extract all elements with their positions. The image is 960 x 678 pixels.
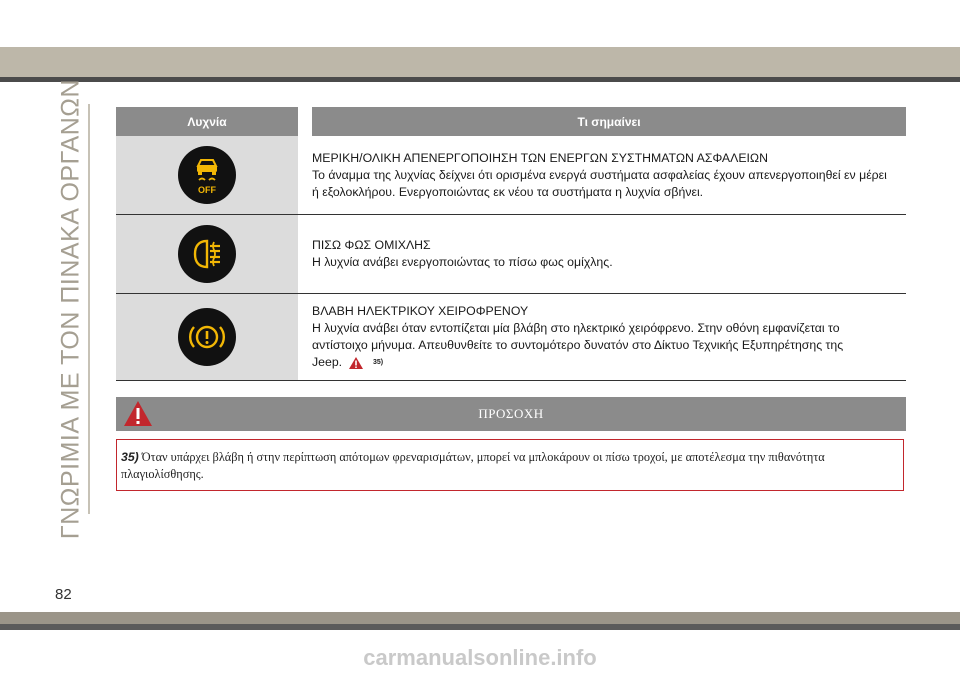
electric-parking-brake-fault-icon [178,308,236,366]
row-title: ΜΕΡΙΚΗ/ΟΛΙΚΗ ΑΠΕΝΕΡΓΟΠΟΙΗΣΗ ΤΩΝ ΕΝΕΡΓΩΝ ΣΥΣΤΗΜΑΤΩΝ ΑΣΦΑΛΕΙΩΝ [312,150,769,165]
bottom-band-line [0,624,960,630]
caution-number: 35) [121,450,139,464]
row-title: ΠΙΣΩ ΦΩΣ ΟΜΙΧΛΗΣ [312,238,431,252]
icon-off-label: OFF [198,185,216,195]
row-description [312,215,906,293]
table-row [116,294,906,381]
warning-lamp-table [116,107,906,381]
table-header [116,107,906,136]
caution-title: ΠΡΟΣΟΧΗ [478,406,544,421]
bottom-band [0,612,960,624]
header-meaning: Τι σημαίνει [577,114,641,129]
icon-cell [116,136,298,214]
row-description [312,294,906,380]
row-text: Η λυχνία ανάβει ενεργοποιώντας το πίσω φως ομίχλης. [312,255,613,269]
row-description [312,136,906,214]
icon-cell [116,215,298,293]
warning-triangle-icon [348,356,364,370]
row-text-brand: Jeep. [312,354,343,369]
page-number: 82 [55,586,72,603]
top-band [0,47,960,77]
side-rule [88,104,90,514]
caution-box [116,439,904,491]
section-title-vertical [50,78,92,540]
top-band-line [0,77,960,82]
icon-cell [116,294,298,380]
rear-fog-light-icon [178,225,236,283]
row-text-end [312,354,894,371]
header-lamp: Λυχνία [187,114,227,129]
row-text: Το άναμμα της λυχνίας δείχνει ότι ορισμένα ενεργά συστήματα ασφαλείας έχουν απενεργοποιηθεί εν μέρει ή εξολοκλήρου. Ενεργοποιώντας εκ νέου τα συστήματα η λυχνία σβήνει. [312,167,887,199]
caution-reference[interactable]: 35) [372,359,384,367]
caution-header [116,397,906,431]
watermark: carmanualsonline.info [363,645,597,670]
row-title: ΒΛΑΒΗ ΗΛΕΚΤΡΙΚΟΥ ΧΕΙΡΟΦΡΕΝΟΥ [312,303,529,318]
caution-text-block [121,449,893,483]
row-text: Η λυχνία ανάβει όταν εντοπίζεται μία βλάβη στο ηλεκτρικό χειρόφρενο. Στην οθόνη εμφανίζεται το αντίστοιχο μήνυμα. Απευθυνθείτε το συντομότερο δυνατόν στο Δίκτυο Τεχνικής Εξυπηρέτησης της [312,320,844,352]
section-title: ΓΝΩΡΙΜΙΑ ΜΕ ΤΟΝ ΠΙΝΑΚΑ ΟΡΓΑΝΩΝ [56,78,85,540]
table-row [116,136,906,215]
table-row [116,215,906,294]
esc-off-icon [178,146,236,204]
caution-text: Όταν υπάρχει βλάβη ή στην περίπτωση απότομων φρεναρισμάτων, μπορεί να μπλοκάρουν οι πίσω τροχοί, με αποτέλεσμα την πιθανότητα πλαγιολίσθησης. [121,450,825,481]
